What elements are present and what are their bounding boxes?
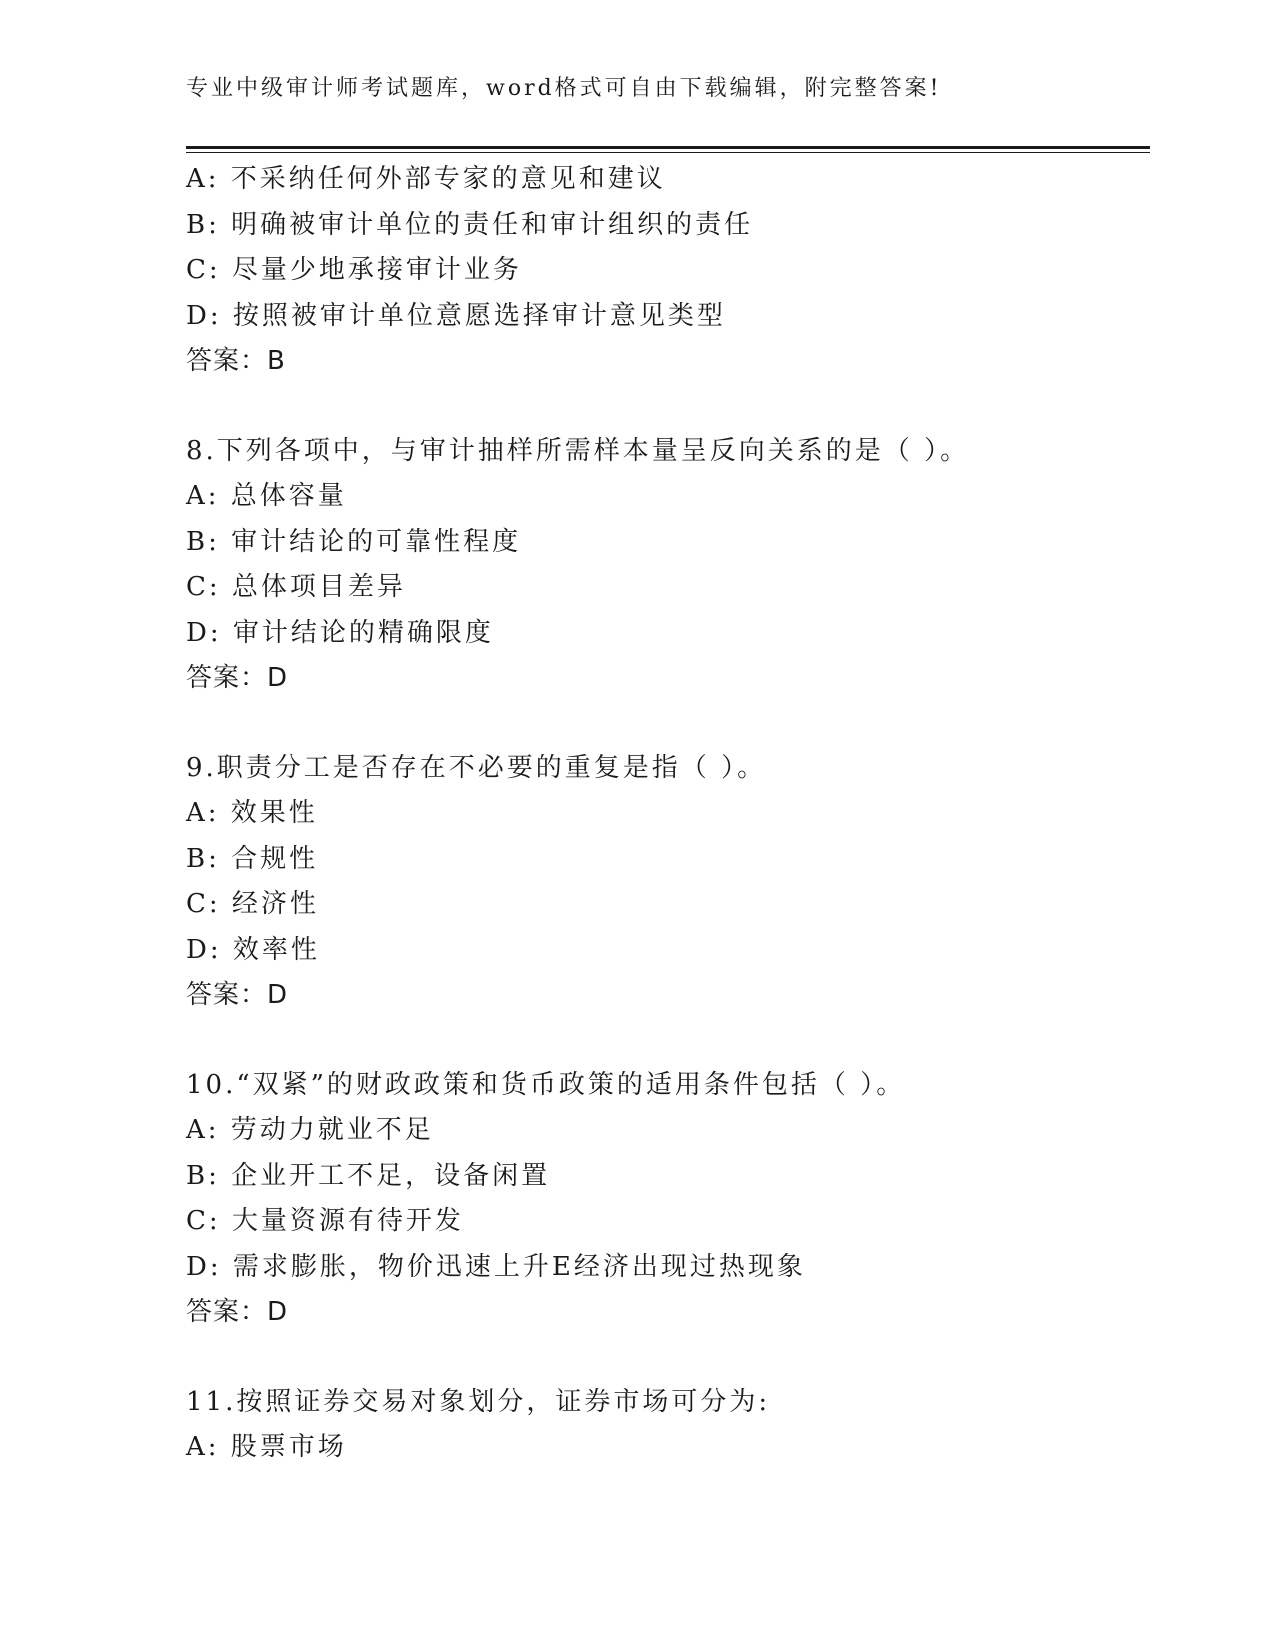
option-a: A: 股票市场 bbox=[186, 1432, 347, 1462]
answer: 答案：B bbox=[186, 346, 286, 376]
option-c: C: 大量资源有待开发 bbox=[186, 1206, 464, 1236]
question-block-10 bbox=[186, 1063, 1150, 1336]
answer: 答案：D bbox=[186, 663, 289, 693]
spacer bbox=[186, 1336, 1150, 1380]
question-block-9 bbox=[186, 746, 1150, 1019]
spacer bbox=[186, 385, 1150, 429]
option-b: B: 合规性 bbox=[186, 843, 319, 874]
spacer bbox=[186, 1019, 1150, 1063]
answer: 答案：D bbox=[186, 1297, 289, 1327]
question-block-11 bbox=[186, 1380, 1150, 1471]
option-c: C: 经济性 bbox=[186, 889, 319, 919]
option-a: A: 不采纳任何外部专家的意见和建议 bbox=[186, 164, 666, 194]
option-d: D: 审计结论的精确限度 bbox=[186, 617, 494, 648]
header-rule-thick bbox=[186, 146, 1150, 149]
page-header: 专业中级审计师考试题库，word格式可自由下载编辑，附完整答案! bbox=[186, 76, 942, 101]
question-list bbox=[186, 157, 1150, 1471]
option-a: A: 效果性 bbox=[186, 798, 318, 828]
question-block-7 bbox=[186, 157, 1150, 385]
option-b: B: 明确被审计单位的责任和审计组织的责任 bbox=[186, 209, 754, 240]
question-text: 11.按照证券交易对象划分，证券市场可分为: bbox=[186, 1386, 771, 1417]
option-d: D: 效率性 bbox=[186, 934, 320, 965]
option-a: A: 劳动力就业不足 bbox=[186, 1115, 434, 1145]
answer: 答案：D bbox=[186, 980, 289, 1010]
spacer bbox=[186, 702, 1150, 746]
question-block-8 bbox=[186, 429, 1150, 702]
header-rule-thin bbox=[186, 152, 1150, 153]
question-text: 8.下列各项中，与审计抽样所需样本量呈反向关系的是（ ）。 bbox=[186, 435, 970, 466]
question-text: 10.“双紧”的财政政策和货币政策的适用条件包括（ ）。 bbox=[186, 1069, 906, 1100]
option-c: C: 尽量少地承接审计业务 bbox=[186, 255, 522, 285]
question-text: 9.职责分工是否存在不必要的重复是指（ ）。 bbox=[186, 752, 767, 783]
option-b: B: 企业开工不足，设备闲置 bbox=[186, 1160, 551, 1191]
option-b: B: 审计结论的可靠性程度 bbox=[186, 526, 522, 557]
option-d: D: 按照被审计单位意愿选择审计意见类型 bbox=[186, 300, 726, 331]
option-a: A: 总体容量 bbox=[186, 481, 347, 511]
option-d: D: 需求膨胀，物价迅速上升E经济出现过热现象 bbox=[186, 1251, 806, 1282]
option-c: C: 总体项目差异 bbox=[186, 572, 406, 602]
